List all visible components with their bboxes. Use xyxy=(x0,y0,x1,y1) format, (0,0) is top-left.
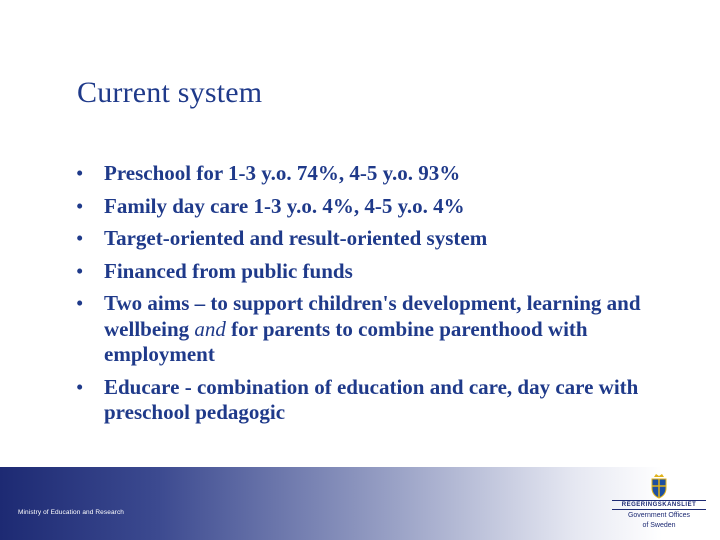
bullet-item-preschool xyxy=(76,161,656,187)
logo-subtitle-line-2: of Sweden xyxy=(642,522,676,529)
bullet-text-part: Two aims – to support children's development, learning and wellbeing xyxy=(104,291,641,341)
bullet-item-two-aims xyxy=(76,291,656,368)
bullet-marker: • xyxy=(76,226,84,250)
bullet-text: Target-oriented and result-oriented system xyxy=(104,226,488,250)
bullet-list xyxy=(76,161,656,433)
bullet-text: Financed from public funds xyxy=(104,258,353,283)
bullet-item-financed xyxy=(76,259,656,285)
bullet-text: Preschool for 1-3 y.o. 74%, 4-5 y.o. 93% xyxy=(104,161,461,185)
bullet-marker: • xyxy=(76,258,84,283)
crest-icon xyxy=(649,473,669,499)
bullet-marker: • xyxy=(76,291,84,315)
bullet-marker: • xyxy=(76,193,84,218)
slide-title: Current system xyxy=(77,76,263,109)
bullet-marker: • xyxy=(76,374,84,399)
bullet-text-emphasis: and xyxy=(194,316,226,341)
bullet-item-target-oriented xyxy=(76,226,656,252)
bullet-marker: • xyxy=(76,161,84,185)
bullet-text: Educare - combination of education and care, day care with preschool pedagogic xyxy=(104,374,639,424)
logo-wordmark: REGERINGSKANSLIET xyxy=(612,500,706,510)
government-logo xyxy=(612,473,706,537)
ministry-name: Ministry of Education and Research xyxy=(18,509,125,516)
bullet-item-family-day-care xyxy=(76,194,656,220)
bullet-text: Family day care 1-3 y.o. 4%, 4-5 y.o. 4% xyxy=(104,193,465,218)
bullet-text-part: for parents to combine parenthood with employment xyxy=(104,316,588,366)
bullet-item-educare xyxy=(76,375,656,426)
logo-subtitle-line-1: Government Offices xyxy=(627,512,691,519)
